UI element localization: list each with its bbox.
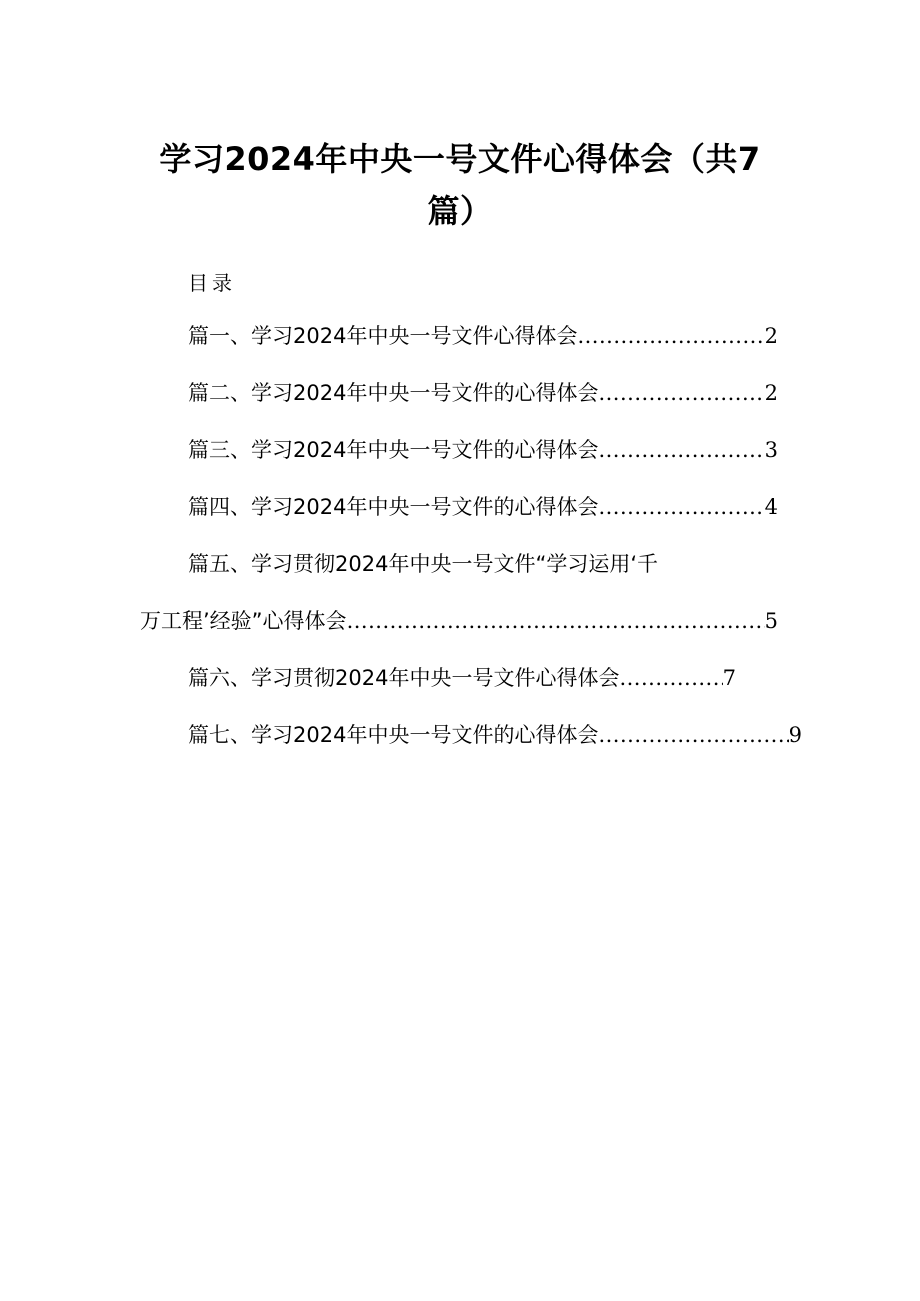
toc-page-number: 9 [788, 723, 802, 747]
toc-leader-dots [598, 434, 764, 466]
toc-leader-dots [577, 320, 764, 352]
toc-leader-dots [619, 662, 722, 694]
toc-leader-dots [598, 491, 764, 523]
toc-page-number: 5 [764, 609, 778, 633]
toc-entry-label: 篇一、学习2024年中央一号文件心得体会 [188, 324, 578, 348]
toc-entry-1[interactable] [188, 320, 778, 352]
toc-entry-5-line1[interactable]: 篇五、学习贯彻2024年中央一号文件“学习运用‘千 [188, 552, 658, 576]
toc-entry-7[interactable] [188, 719, 802, 751]
toc-entry-label: 万工程’经验”心得体会 [140, 609, 347, 633]
toc-entry-4[interactable] [188, 491, 778, 523]
document-title: 学习2024年中央一号文件心得体会（共7篇） [159, 140, 761, 230]
toc-entry-label: 篇二、学习2024年中央一号文件的心得体会 [188, 381, 599, 405]
toc-entry-6[interactable] [188, 662, 736, 694]
toc-heading: 目录 [188, 271, 236, 295]
toc-entry-label: 篇四、学习2024年中央一号文件的心得体会 [188, 495, 599, 519]
toc-page-number: 2 [764, 381, 778, 405]
toc-leader-dots [347, 605, 765, 637]
toc-page-number: 4 [764, 495, 778, 519]
toc-page-number: 7 [722, 666, 736, 690]
toc-entry-5[interactable] [140, 605, 778, 637]
toc-entry-label: 篇七、学习2024年中央一号文件的心得体会 [188, 723, 599, 747]
toc-page-number: 2 [764, 324, 778, 348]
toc-entry-label: 篇六、学习贯彻2024年中央一号文件心得体会 [188, 666, 620, 690]
toc-entry-3[interactable] [188, 434, 778, 466]
toc-entry-2[interactable] [188, 377, 778, 409]
toc-leader-dots [598, 719, 788, 751]
toc-page-number: 3 [764, 438, 778, 462]
toc-leader-dots [598, 377, 764, 409]
toc-entry-label: 篇三、学习2024年中央一号文件的心得体会 [188, 438, 599, 462]
